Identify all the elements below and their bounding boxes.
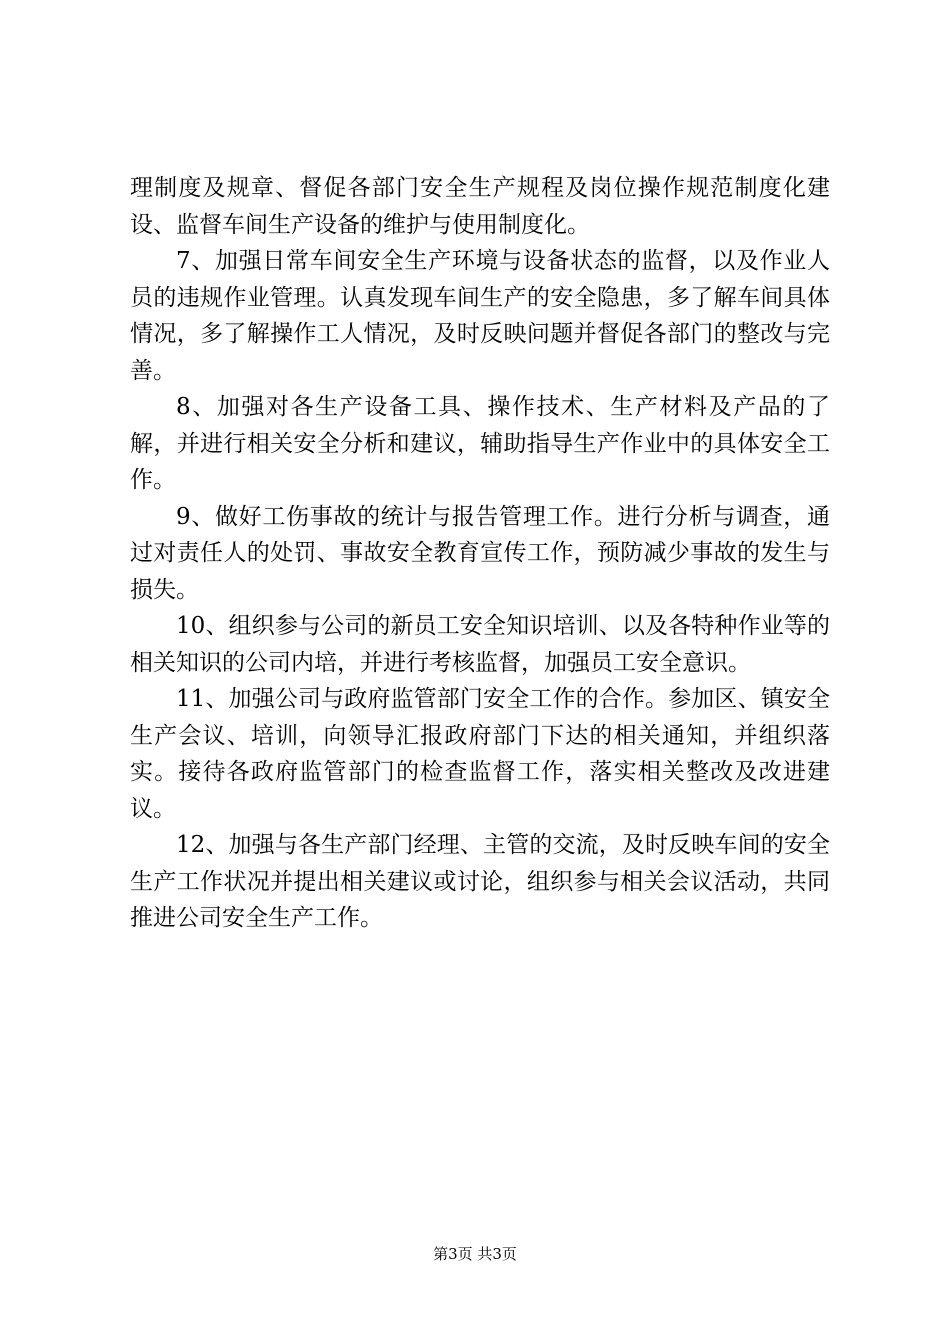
page-footer: 第3页 共3页 (433, 1245, 517, 1263)
paragraph-continuation: 理制度及规章、督促各部门安全生产规程及岗位操作规范制度化建设、监督车间生产设备的维护与使用制度化。 (130, 175, 830, 238)
paragraph-item-10: 10、组织参与公司的新员工安全知识培训、以及各特种作业等的相关知识的公司内培，并进行考核监督，加强员工安全意识。 (130, 613, 830, 676)
paragraph-item-8: 8、加强对各生产设备工具、操作技术、生产材料及产品的了解，并进行相关安全分析和建议，辅助指导生产作业中的具体安全工作。 (130, 394, 830, 493)
paragraph-item-12: 12、加强与各生产部门经理、主管的交流，及时反映车间的安全生产工作状况并提出相关建议或讨论，组织参与相关会议活动，共同推进公司安全生产工作。 (130, 832, 830, 931)
paragraph-item-9: 9、做好工伤事故的统计与报告管理工作。进行分析与调查，通过对责任人的处罚、事故安全教育宣传工作，预防减少事故的发生与损失。 (130, 503, 830, 603)
paragraph-item-7: 7、加强日常车间安全生产环境与设备状态的监督，以及作业人员的违规作业管理。认真发现车间生产的安全隐患，多了解车间具体情况，多了解操作工人情况，及时反映问题并督促各部门的整改与完善。 (130, 248, 830, 384)
document-body (130, 170, 830, 937)
paragraph-item-11: 11、加强公司与政府监管部门安全工作的合作。参加区、镇安全生产会议、培训，向领导汇报政府部门下达的相关通知，并组织落实。接待各政府监管部门的检查监督工作，落实相关整改及改进建议。 (130, 686, 830, 822)
